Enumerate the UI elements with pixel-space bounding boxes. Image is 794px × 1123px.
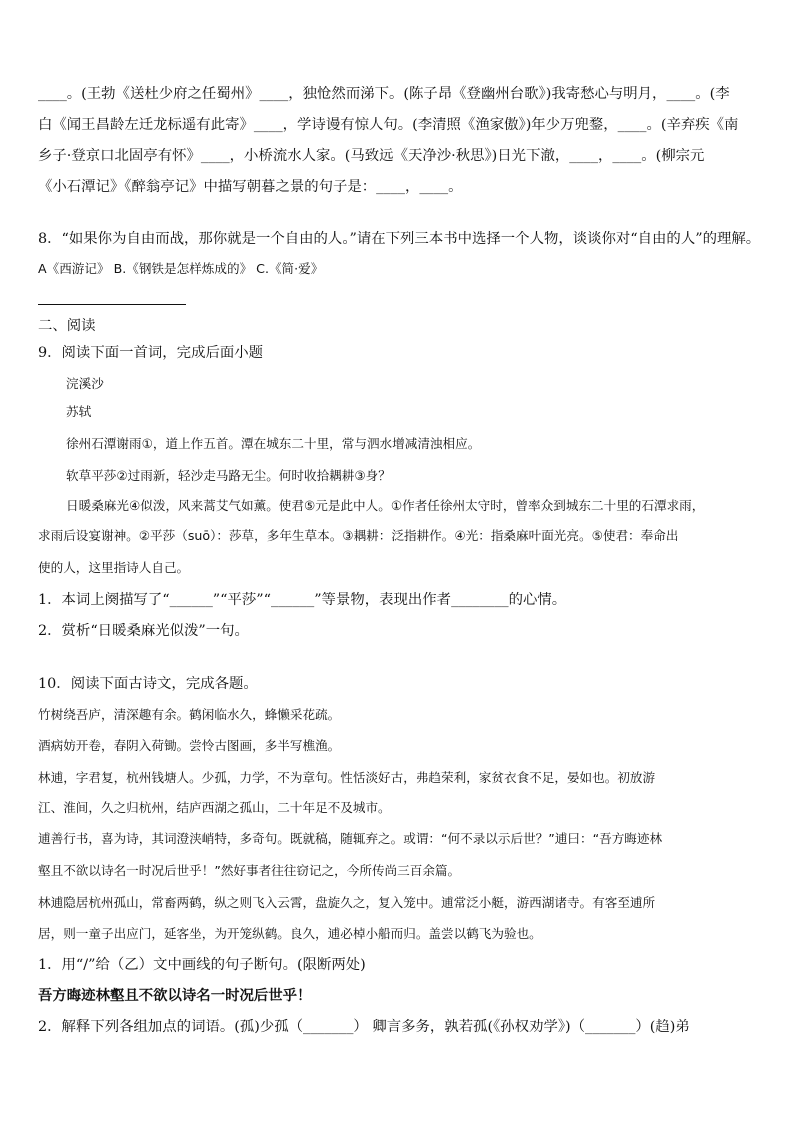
q7-line-2: 白《闻王昌龄左迁龙标遥有此寄》____，学诗谩有惊人句。(李清照《渔家傲》)年少万兜鍪，____。(辛弃疾《南 [38,117,739,133]
answer-line [38,304,186,305]
poem-note-2: 使的人，这里指诗人自己。 [38,560,190,575]
prose-1-line-2: 江、淮间，久之归杭州，结庐西湖之孤山，二十年足不及城市。 [38,800,391,815]
prose-1-line-1: 林逋，字君复，杭州钱塘人。少孤，力学，不为章句。性恬淡好古，弗趋荣利，家贫衣食不足，晏如也。初放游 [38,770,656,785]
prose-1-line-4: 壑且不欲以诗名一时况后世乎！”然好事者往往窃记之，今所传尚三百余篇。 [38,863,461,878]
q10-sub-1-sentence: 吾方晦迹林壑且不欲以诗名一时况后世乎！ [38,987,312,1004]
poem-note-1: 求雨后设宴谢神。②平莎（suō）：莎草，多年生草本。③耦耕：泛指耕作。④光：指桑麻叶面光亮。⑤使君：奉命出 [38,528,679,543]
poem2-line-1: 竹树绕吾庐，清深趣有余。鹤闲临水久，蜂懒采花疏。 [38,707,341,722]
prose-2-line-1: 林逋隐居杭州孤山，常畜两鹤，纵之则飞入云霄，盘旋久之，复入笼中。逋常泛小艇，游西湖诸寺。有客至逋所 [38,895,656,910]
prose-1-line-3: 逋善行书，喜为诗，其词澄浃峭特，多奇句。既就稿，随辄弃之。或谓：“何不录以示后世？”逋曰：“吾方晦迹林 [38,831,663,846]
q7-line-4: 《小石潭记》《醉翁亭记》中描写朝暮之景的句子是：____，____。 [38,179,463,195]
q10-sub-2: 2．解释下列各组加点的词语。(孤)少孤（_______） 卿言多务，孰若孤(《孙权劝学》)（_______）(趋)弟 [38,1019,690,1035]
q9-sub-2: 2．赏析“日暖桑麻光似泼”一句。 [38,623,249,639]
poem-line-2: 日暖桑麻光④似泼，风来蒿艾气如薰。使君⑤元是此中人。①作者任徐州太守时，曾率众到城东二十里的石潭求雨， [66,498,705,513]
q8-question: 8．“如果你为自由而战，那你就是一个自由的人。”请在下列三本书中选择一个人物，谈谈你对“自由的人”的理解。 [38,231,761,247]
poem-preface: 徐州石潭谢雨①，道上作五首。潭在城东二十里，常与泗水增减清浊相应。 [66,436,481,451]
poem-title: 浣溪沙 [66,376,104,391]
q9-question: 9．阅读下面一首词，完成后面小题 [38,345,264,361]
section-heading: 二、阅读 [38,318,96,334]
q10-sub-1: 1．用“/”给（乙）文中画线的句子断句。(限断两处) [38,957,366,973]
q8-options: A《西游记》 B.《钢铁是怎样炼成的》 C.《简·爱》 [38,261,324,276]
q7-line-1: ____。(王勃《送杜少府之任蜀州》____，独怆然而涕下。(陈子昂《登幽州台歌》)我寄愁心与明月，____。(李 [38,86,730,102]
poem-line-1: 软草平莎②过雨新，轻沙走马路无尘。何时收拾耦耕③身？ [66,468,391,483]
poem-author: 苏轼 [66,404,92,419]
q10-question: 10．阅读下面古诗文，完成各题。 [38,676,258,692]
q7-line-3: 乡子·登京口北固亭有怀》____，小桥流水人家。(马致远《天净沙·秋思》)日光下澈，____，____。(柳宗元 [38,148,705,164]
q9-sub-1: 1．本词上阕描写了“______”“平莎”“______”等景物，表现出作者________的心情。 [38,592,567,608]
poem2-line-2: 酒病妨开卷，春阴入荷锄。尝怜古图画，多半写樵渔。 [38,738,341,753]
prose-2-line-2: 居，则一童子出应门，延客坐，为开笼纵鹤。良久，逋必棹小船而归。盖尝以鹤飞为验也。 [38,926,542,941]
